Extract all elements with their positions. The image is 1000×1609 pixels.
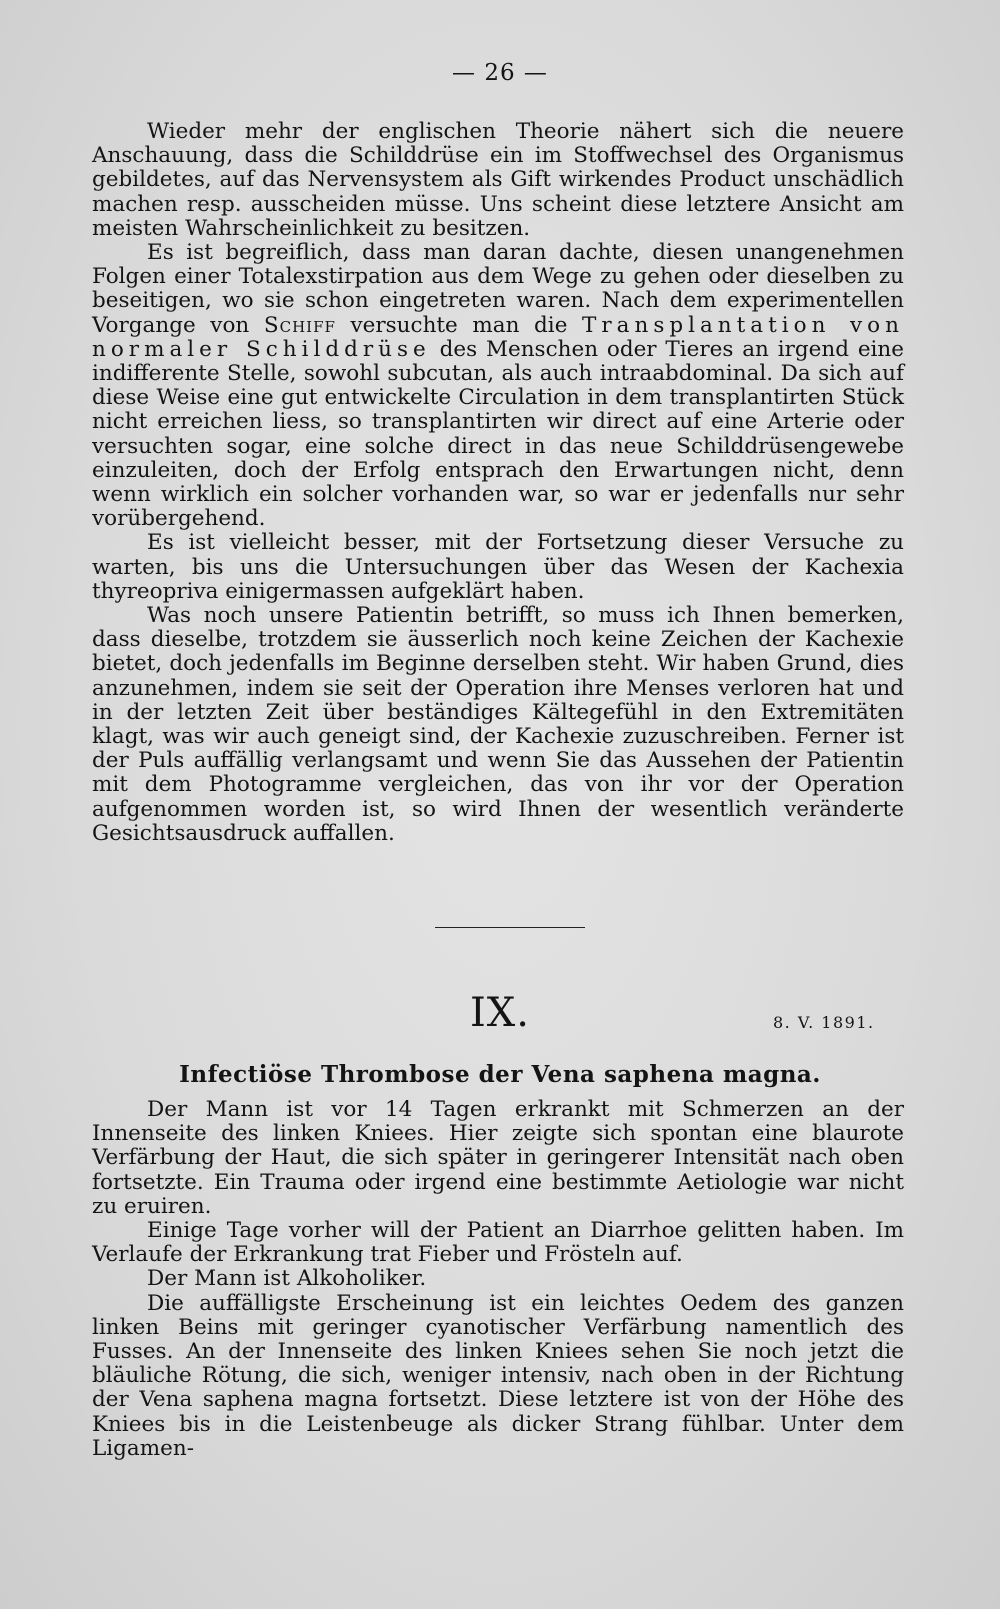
paragraph: Der Mann ist vor 14 Tagen erkrankt mit Schmerzen an der Innenseite des linken Kniees. Hier zeigte sich spontan eine blaurote Verfärbung der Haut, die sich später in geringerer Intensität nach oben fortsetzte. Ein Trauma oder irgend eine bestimmte Aetiologie war nicht zu eruiren. <box>92 1097 904 1219</box>
section-divider <box>435 927 585 928</box>
page-number: — 26 — <box>452 60 548 86</box>
paragraph: Was noch unsere Patientin betrifft, so muss ich Ihnen bemerken, dass dieselbe, trotzdem sie äusserlich noch keine Zeichen der Kachexie bietet, doch jedenfalls im Beginne derselben steht. Wir haben Grund, dies anzunehmen, indem sie seit der Operation ihre Menses verloren hat und in der letzten Zeit über beständiges Kältegefühl in den Extremitäten klagt, was wir auch geneigt sind, der Kachexie zuzuschreiben. Ferner ist der Puls auffällig verlangsamt und wenn Sie das Aussehen der Patientin mit dem Photogramme vergleichen, das von ihr vor der Operation aufgenommen worden ist, so wird Ihnen der wesentlich veränderte Gesichtsausdruck auffallen. <box>92 603 904 846</box>
paragraph: Wieder mehr der englischen Theorie nähert sich die neuere Anschauung, dass die Schilddrüse ein im Stoffwechsel des Organismus gebildetes, auf das Nervensystem als Gift wirkendes Product unschädlich machen resp. ausscheiden müsse. Uns scheint diese letztere Ansicht am meisten Wahrscheinlichkeit zu besitzen. <box>92 119 904 241</box>
text-run: Es ist begreiflich, dass man daran dachte, diesen unangenehmen Folgen einer Totalexstirpation aus dem Wege zu gehen oder dieselben zu beseitigen, wo sie schon eingetreten waren. Nach dem experimentellen Vorgange von <box>92 240 904 338</box>
text-run: versuchte man die <box>350 312 568 338</box>
emphasized-term: Transplantation von normaler Schilddrüse <box>92 312 904 362</box>
text-run: des Menschen oder Tieres an irgend eine indifferente Stelle, sowohl subcutan, als auch intraabdominal. Da sich auf diese Weise eine gut entwickelte Circulation in dem transplantirten Stück nicht erreichen liess, so transplantirten wir direct auf eine Arterie oder versuchten sogar, eine solche direct in das neue Schilddrüsengewebe einzuleiten, doch der Erfolg entsprach den Erwartungen nicht, denn wenn wirklich ein solcher vorhanden war, so war er jedenfalls nur sehr vorübergehend. <box>92 336 904 532</box>
chapter-number: IX. <box>470 990 530 1036</box>
author-name: Schiff <box>263 312 336 338</box>
paragraph <box>92 241 904 531</box>
section-text-thrombose <box>92 1098 904 1461</box>
paragraph: Es ist vielleicht besser, mit der Fortsetzung dieser Versuche zu warten, bis uns die Untersuchungen über das Wesen der Kachexia thyreopriva einigermassen aufgeklärt haben. <box>92 530 904 604</box>
paragraph: Der Mann ist Alkoholiker. <box>147 1266 427 1292</box>
paragraph: Einige Tage vorher will der Patient an Diarrhoe gelitten haben. Im Verlaufe der Erkrankung trat Fieber und Frösteln auf. <box>92 1218 904 1268</box>
chapter-date: 8. V. 1891. <box>773 1013 875 1032</box>
section-text-kachexie <box>92 120 904 846</box>
chapter-title: Infectiöse Thrombose der Vena saphena magna. <box>179 1061 821 1088</box>
paragraph: Die auffälligste Erscheinung ist ein leichtes Oedem des ganzen linken Beins mit geringer cyanotischer Verfärbung namentlich des Fusses. An der Innenseite des linken Kniees sehen Sie noch jetzt die bläuliche Rötung, die sich, weniger intensiv, nach oben in der Richtung der Vena saphena magna fortsetzt. Diese letztere ist von der Höhe des Kniees bis in die Leistenbeuge als dicker Strang fühlbar. Unter dem Ligamen- <box>92 1290 904 1461</box>
